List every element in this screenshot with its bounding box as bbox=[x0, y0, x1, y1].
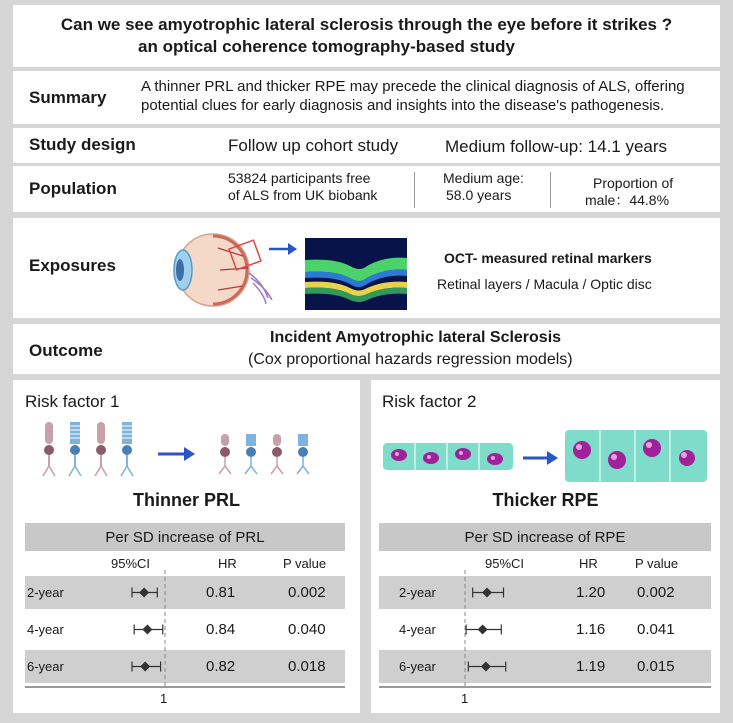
blue-arrow bbox=[268, 242, 298, 256]
risk-factor-2-panel bbox=[371, 380, 720, 713]
p-header: P value bbox=[283, 556, 327, 571]
exposures-detail: Retinal layers / Macula / Optic disc bbox=[437, 276, 652, 292]
separator bbox=[414, 172, 415, 208]
row-hr: 1.19 bbox=[576, 658, 606, 675]
risk-factor-1-name: Thinner PRL bbox=[133, 490, 240, 510]
population-participants-line2: of ALS from UK biobank bbox=[228, 187, 378, 203]
hr-point bbox=[481, 662, 491, 672]
summary-panel bbox=[13, 71, 720, 124]
summary-line1: A thinner PRL and thicker RPE may precede the clinical diagnosis of ALS, offering bbox=[141, 78, 685, 95]
eye-illustration bbox=[158, 228, 288, 310]
population-male-line2: male：44.8% bbox=[585, 192, 670, 208]
ci-header: 95%CI bbox=[485, 556, 525, 571]
row-hr: 0.82 bbox=[206, 658, 236, 675]
separator bbox=[550, 172, 551, 208]
row-p-value: 0.041 bbox=[637, 621, 675, 638]
hr-point bbox=[482, 588, 492, 598]
title-panel bbox=[13, 5, 720, 67]
risk-factor-2-table-title: Per SD increase of RPE bbox=[379, 523, 711, 551]
p-header: P value bbox=[635, 556, 679, 571]
population-male-line1: Proportion of bbox=[593, 175, 674, 191]
risk-factor-2-name: Thicker RPE bbox=[492, 490, 599, 510]
oct-scan-image bbox=[305, 238, 407, 310]
exposures-heading: OCT- measured retinal markers bbox=[444, 250, 652, 266]
risk-factor-1-label: Risk factor 1 bbox=[25, 392, 120, 411]
reference-tick-label: 1 bbox=[461, 691, 469, 706]
summary-label: Summary bbox=[29, 88, 107, 107]
row-period: 4-year bbox=[399, 622, 436, 637]
row-hr: 1.20 bbox=[576, 584, 606, 601]
population-age-line1: Medium age: bbox=[443, 170, 524, 186]
population-label: Population bbox=[29, 179, 117, 198]
ci-header: 95%CI bbox=[111, 556, 151, 571]
row-p-value: 0.018 bbox=[288, 658, 326, 675]
reference-tick-label: 1 bbox=[160, 691, 168, 706]
risk-factor-1-table-title: Per SD increase of PRL bbox=[25, 523, 345, 551]
hr-point bbox=[139, 588, 149, 598]
row-p-value: 0.002 bbox=[288, 584, 326, 601]
forest-plot bbox=[13, 380, 360, 713]
study-design-followup: Medium follow-up: 14.1 years bbox=[445, 137, 668, 156]
exposures-panel bbox=[13, 218, 720, 318]
hr-point bbox=[142, 625, 152, 635]
outcome-label: Outcome bbox=[29, 341, 103, 360]
outcome-line1: Incident Amyotrophic lateral Sclerosis bbox=[270, 329, 562, 346]
forest-plot bbox=[371, 380, 720, 713]
row-period: 4-year bbox=[27, 622, 64, 637]
outcome-line2: (Cox proportional hazards regression models) bbox=[248, 351, 573, 368]
outcome-panel bbox=[13, 324, 720, 374]
risk-factor-1-panel bbox=[13, 380, 360, 713]
divider bbox=[13, 163, 720, 166]
row-period: 6-year bbox=[399, 659, 436, 674]
row-period: 6-year bbox=[27, 659, 64, 674]
row-period: 2-year bbox=[399, 585, 436, 600]
row-hr: 0.81 bbox=[206, 584, 236, 601]
design-population-panel bbox=[13, 128, 720, 212]
title-line2: an optical coherence tomography-based study bbox=[138, 37, 515, 56]
hr-header: HR bbox=[579, 556, 598, 571]
hr-point bbox=[140, 662, 150, 672]
exposures-label: Exposures bbox=[29, 256, 116, 275]
row-hr: 1.16 bbox=[576, 621, 606, 638]
population-age-line2: 58.0 years bbox=[446, 187, 512, 203]
row-hr: 0.84 bbox=[206, 621, 236, 638]
row-p-value: 0.015 bbox=[637, 658, 675, 675]
study-design-type: Follow up cohort study bbox=[228, 136, 399, 155]
hr-header: HR bbox=[218, 556, 237, 571]
row-p-value: 0.002 bbox=[637, 584, 675, 601]
study-design-label: Study design bbox=[29, 135, 136, 154]
risk-factor-2-label: Risk factor 2 bbox=[382, 392, 477, 411]
title-line1: Can we see amyotrophic lateral sclerosis through the eye before it strikes ? bbox=[60, 15, 673, 34]
summary-line2: potential clues for early diagnosis and insights into the disease's pathogenesis. bbox=[141, 97, 665, 114]
row-period: 2-year bbox=[27, 585, 64, 600]
row-p-value: 0.040 bbox=[288, 621, 326, 638]
hr-point bbox=[478, 625, 488, 635]
population-participants-line1: 53824 participants free bbox=[228, 170, 371, 186]
